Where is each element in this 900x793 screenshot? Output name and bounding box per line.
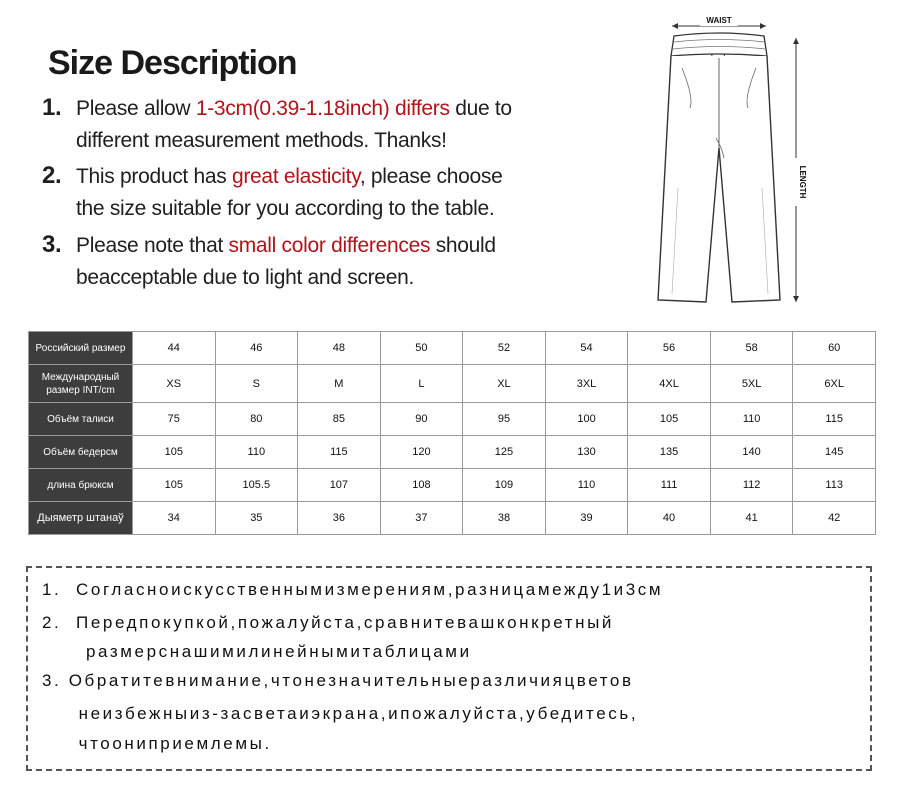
table-cell: 54 bbox=[545, 332, 628, 365]
table-cell: XS bbox=[133, 365, 216, 403]
table-cell: 5XL bbox=[710, 365, 793, 403]
table-cell: 36 bbox=[298, 502, 381, 535]
table-cell: 6XL bbox=[793, 365, 876, 403]
table-row bbox=[29, 502, 876, 535]
ru-note-line: чтоониприемлемы. bbox=[42, 734, 272, 753]
note-1 bbox=[42, 94, 512, 122]
table-cell: 120 bbox=[380, 436, 463, 469]
table-cell: 113 bbox=[793, 469, 876, 502]
table-cell: 85 bbox=[298, 403, 381, 436]
table-cell: 50 bbox=[380, 332, 463, 365]
table-cell: 105 bbox=[133, 436, 216, 469]
table-cell: 80 bbox=[215, 403, 298, 436]
ru-note-line: 1. Согласноискусственнымизмерениям,разницамежду1и3см bbox=[42, 580, 664, 599]
table-cell: 110 bbox=[710, 403, 793, 436]
table-row bbox=[29, 469, 876, 502]
note-text: , please choose bbox=[359, 165, 503, 188]
table-row bbox=[29, 332, 876, 365]
table-cell: 140 bbox=[710, 436, 793, 469]
pants-diagram bbox=[650, 8, 820, 308]
table-cell: 108 bbox=[380, 469, 463, 502]
table-cell: 95 bbox=[463, 403, 546, 436]
note-text: Please allow bbox=[76, 97, 196, 120]
table-cell: 42 bbox=[793, 502, 876, 535]
row-label: Международный размер INT/cm bbox=[29, 365, 133, 403]
row-label: Российский размер bbox=[29, 332, 133, 365]
table-row bbox=[29, 365, 876, 403]
table-cell: 105.5 bbox=[215, 469, 298, 502]
table-cell: 46 bbox=[215, 332, 298, 365]
table-cell: 41 bbox=[710, 502, 793, 535]
note-text: Please note that bbox=[76, 234, 229, 257]
table-cell: 125 bbox=[463, 436, 546, 469]
table-cell: 115 bbox=[298, 436, 381, 469]
table-cell: 75 bbox=[133, 403, 216, 436]
table-cell: 135 bbox=[628, 436, 711, 469]
note-3 bbox=[42, 231, 496, 259]
page-title: Size Description bbox=[48, 44, 297, 82]
note-text: This product has bbox=[76, 165, 232, 188]
note-number: 1. bbox=[42, 94, 62, 121]
note-text: should bbox=[430, 234, 496, 257]
table-cell: 52 bbox=[463, 332, 546, 365]
table-cell: 111 bbox=[628, 469, 711, 502]
table-cell: 100 bbox=[545, 403, 628, 436]
table-cell: 34 bbox=[133, 502, 216, 535]
table-cell: 107 bbox=[298, 469, 381, 502]
table-cell: 90 bbox=[380, 403, 463, 436]
waistband bbox=[671, 33, 767, 56]
ru-note-line: 3. Обратитевнимание,чтонезначительныеразличияцветов bbox=[42, 671, 634, 690]
table-cell: 37 bbox=[380, 502, 463, 535]
note-text: due to bbox=[449, 97, 512, 120]
table-cell: 58 bbox=[710, 332, 793, 365]
row-label: Объём бедерсм bbox=[29, 436, 133, 469]
row-label: Объём талиси bbox=[29, 403, 133, 436]
table-cell: 110 bbox=[215, 436, 298, 469]
table-cell: 105 bbox=[133, 469, 216, 502]
table-cell: 109 bbox=[463, 469, 546, 502]
note-text: the size suitable for you according to the table. bbox=[76, 197, 495, 220]
table-cell: 110 bbox=[545, 469, 628, 502]
size-chart-table bbox=[28, 331, 876, 535]
table-cell: 3XL bbox=[545, 365, 628, 403]
row-label: Дыяметр штанаў bbox=[29, 502, 133, 535]
table-cell: 145 bbox=[793, 436, 876, 469]
note-highlight: great elasticity bbox=[231, 165, 360, 188]
table-cell: S bbox=[215, 365, 298, 403]
ru-note-line: 2. Передпокупкой,пожалуйста,сравнитевашконкретный bbox=[42, 613, 614, 632]
table-cell: 115 bbox=[793, 403, 876, 436]
table-cell: M bbox=[298, 365, 381, 403]
note-3-continued bbox=[42, 266, 414, 290]
table-cell: L bbox=[380, 365, 463, 403]
note-highlight: small color differences bbox=[228, 234, 431, 257]
note-text: different measurement methods. Thanks! bbox=[76, 129, 447, 152]
waist-label: WAIST bbox=[706, 16, 732, 25]
note-2-continued bbox=[42, 197, 494, 221]
row-label: длина брюксм bbox=[29, 469, 133, 502]
note-text: beacceptable due to light and screen. bbox=[76, 266, 414, 289]
table-cell: 4XL bbox=[628, 365, 711, 403]
table-cell: 60 bbox=[793, 332, 876, 365]
table-cell: 105 bbox=[628, 403, 711, 436]
table-cell: 38 bbox=[463, 502, 546, 535]
note-highlight: 1-3cm(0.39-1.18inch) differs bbox=[195, 97, 450, 120]
table-cell: 112 bbox=[710, 469, 793, 502]
table-cell: 39 bbox=[545, 502, 628, 535]
table-cell: 40 bbox=[628, 502, 711, 535]
note-number: 2. bbox=[42, 162, 62, 189]
length-label: LENGTH bbox=[798, 165, 807, 199]
ru-note-line: размерснашимилинейнымитаблицами bbox=[42, 642, 472, 661]
table-row bbox=[29, 403, 876, 436]
note-1-continued bbox=[42, 129, 447, 153]
note-number: 3. bbox=[42, 231, 62, 258]
table-cell: 130 bbox=[545, 436, 628, 469]
table-cell: 35 bbox=[215, 502, 298, 535]
table-cell: XL bbox=[463, 365, 546, 403]
table-row bbox=[29, 436, 876, 469]
table-cell: 44 bbox=[133, 332, 216, 365]
table-cell: 48 bbox=[298, 332, 381, 365]
note-2 bbox=[42, 162, 502, 190]
table-cell: 56 bbox=[628, 332, 711, 365]
ru-note-line: неизбежныиз-засветаиэкрана,ипожалуйста,убедитесь, bbox=[42, 704, 639, 723]
russian-notes-box bbox=[26, 566, 872, 771]
